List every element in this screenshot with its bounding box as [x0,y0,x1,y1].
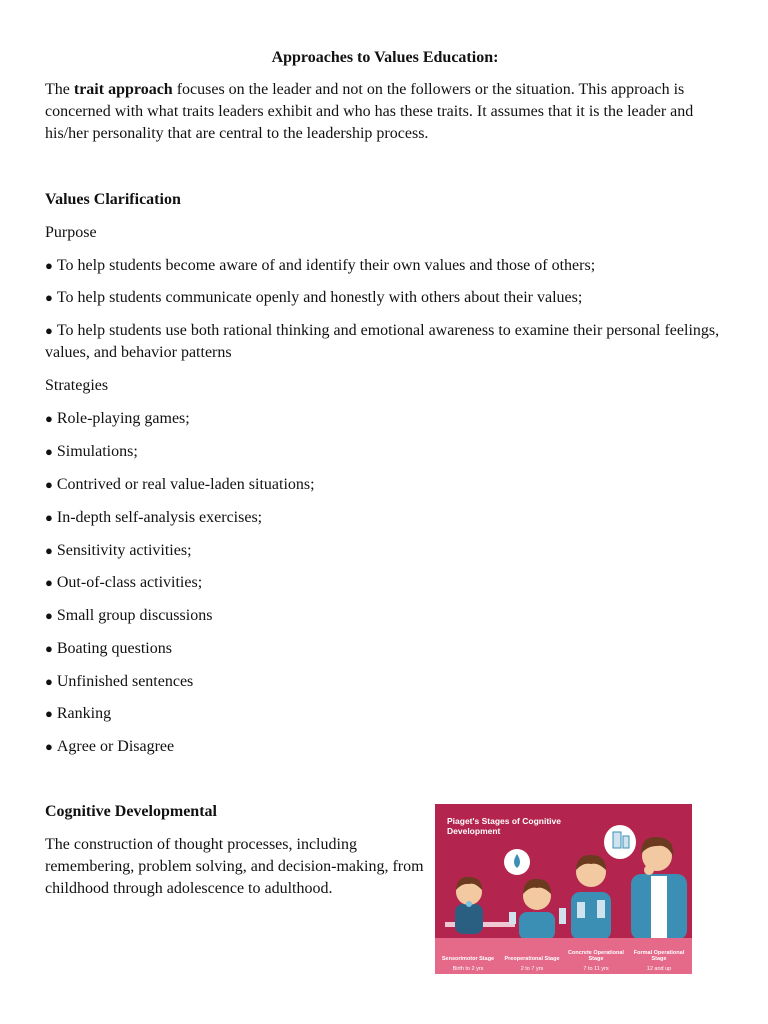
purpose-item: ● To help students use both rational thinking and emotional awareness to examine their personal feelings, values, and behavior patterns [45,320,735,364]
strategy-item: ● In-depth self-analysis exercises; [45,507,735,529]
stage-label: Concrete Operational Stage 7 to 11 yrs [568,949,624,972]
cognitive-paragraph: The construction of thought processes, including remembering, problem solving, and decision-making, from childhood through adolescence to adulthood. [45,836,424,897]
cognitive-heading: Cognitive Developmental [45,803,217,820]
strategies-label: Strategies [45,377,109,394]
piaget-stages-image [435,804,692,974]
child-figure-concrete [571,855,611,940]
strategy-item: ● Agree or Disagree [45,736,735,758]
values-clarification-heading: Values Clarification [45,191,181,208]
purpose-item: ● To help students communicate openly and honestly with others about their values; [45,287,735,309]
intro-prefix: The [45,81,74,98]
strategy-item: ● Small group discussions [45,605,735,627]
child-figure-preoperational [509,879,566,940]
strategy-item: ● Sensitivity activities; [45,540,735,562]
intro-rest: focuses on the leader and not on the followers or the situation. This approach is concerned with what traits leaders exhibit and who has these traits. It assumes that it is the leader and his/her personality that are central to the leadership process. [45,81,694,142]
stage-label: Formal Operational Stage 12 and up [633,949,685,972]
speech-bubble-water-icon [504,849,530,875]
stage-label: Preoperational Stage 2 to 7 yrs [504,956,560,972]
speech-bubble-glasses-icon [604,825,636,859]
strategy-item: ● Ranking [45,703,735,725]
strategy-item: ● Simulations; [45,441,735,463]
intro-bold-term: trait approach [73,81,173,98]
strategy-item: ● Boating questions [45,638,735,660]
intro-paragraph [45,79,725,145]
figure-title: Piaget's Stages of Cognitive Development [447,816,561,836]
strategy-item: ● Role-playing games; [45,408,735,430]
strategy-item: ● Unfinished sentences [45,671,735,693]
teen-figure-formal [631,837,687,940]
strategy-item: ● Contrived or real value-laden situations; [45,474,735,496]
purpose-item: ● To help students become aware of and identify their own values and those of others; [45,255,735,277]
baby-figure [455,877,483,934]
page-title: Approaches to Values Education: [271,49,499,66]
stage-label: Sensorimotor Stage Birth to 2 yrs [441,956,495,972]
purpose-label: Purpose [45,224,97,241]
strategy-item: ● Out-of-class activities; [45,572,735,594]
